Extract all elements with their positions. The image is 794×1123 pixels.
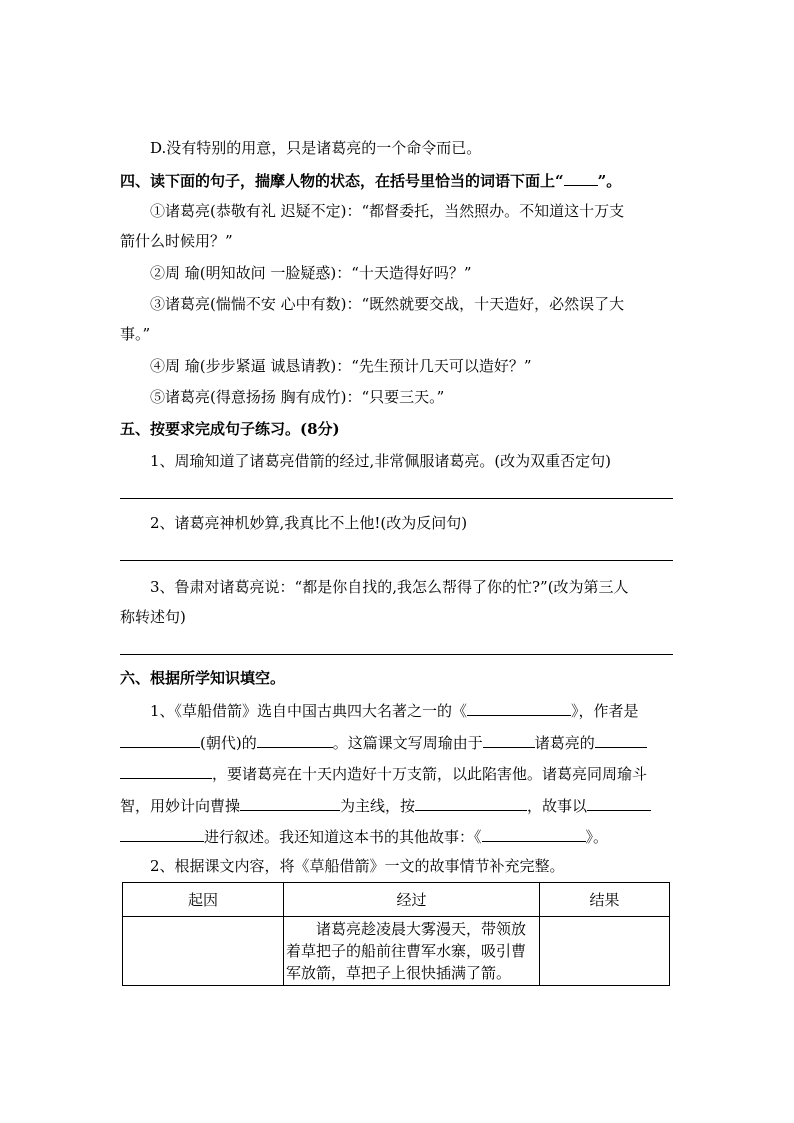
s5-q2: 2、诸葛亮神机妙算,我真比不上他!(改为反问句): [150, 514, 468, 532]
s6-fill-b1: (朝代)的: [200, 734, 257, 752]
s6-fill-b3: 诸葛亮的: [534, 734, 595, 752]
answer-line-2[interactable]: [120, 560, 673, 561]
title-blank: [564, 170, 598, 186]
answer-line-1[interactable]: [120, 498, 673, 499]
cell-result[interactable]: [540, 917, 670, 986]
s4-item5: ⑤诸葛亮(得意扬扬 胸有成竹)：“只要三天。”: [150, 388, 445, 406]
cell-cause[interactable]: [123, 917, 284, 986]
blank-order[interactable]: [415, 795, 527, 811]
section6-title: 六、根据所学知识填空。: [120, 669, 286, 687]
s5-q1: 1、周瑜知道了诸葛亮借箭的经过,非常佩服诸葛亮。(改为双重否定句): [150, 452, 612, 470]
header-result: 结果: [540, 883, 670, 917]
s6-fill-line2: [120, 732, 647, 753]
s4-item3-line2: 事。”: [120, 325, 151, 343]
section4-title-end: ”。: [597, 172, 622, 190]
s4-item1-line2: 箭什么时候用？”: [120, 232, 233, 250]
section4-title: [120, 170, 621, 191]
header-cause: 起因: [123, 883, 284, 917]
s4-item1-line1: ①诸葛亮(恭敬有礼 迟疑不定)：“都督委托，当然照办。不知道这十万支: [150, 202, 625, 220]
blank-other-story[interactable]: [482, 826, 586, 842]
s6-fill-d1: 智，用妙计向曹操: [120, 797, 241, 815]
blank-quality[interactable]: [595, 732, 647, 748]
s6-fill-b2: 。这篇课文写周瑜由于: [332, 734, 483, 752]
s5-q3-line1: 3、鲁肃对诸葛亮说：“都是你自找的,我怎么帮得了你的忙?”(改为第三人: [150, 578, 629, 596]
s4-item2: ②周 瑜(明知故问 一脸疑惑)：“十天造得好吗？”: [150, 264, 472, 282]
s4-item3-line1: ③诸葛亮(惴惴不安 心中有数)：“既然就要交战，十天造好，必然误了大: [150, 295, 625, 313]
s6-fill-line5: [120, 826, 608, 847]
option-d: D.没有特别的用意，只是诸葛亮的一个命令而已。: [150, 139, 482, 157]
section5-title: 五、按要求完成句子练习。(8分): [120, 420, 340, 438]
blank-book[interactable]: [467, 700, 571, 716]
s4-item4: ④周 瑜(步步紧逼 诚恳请教)：“先生预计几天可以造好？”: [150, 357, 532, 375]
process-text: 诸葛亮趁凌晨大雾漫天，带领放着草把子的船前往曹军水寨，吸引曹军放箭，草把子上很快插满了箭。: [286, 920, 527, 982]
blank-reason[interactable]: [483, 732, 535, 748]
plot-table: [122, 882, 670, 986]
s6-fill-line3: [120, 763, 647, 784]
s6-fill-e2: 》。: [585, 828, 609, 846]
s6-fill-line4: [120, 795, 651, 816]
table-header-row: [123, 883, 670, 917]
blank-quality-cont[interactable]: [120, 763, 212, 779]
s5-q3-line2: 称转述句): [120, 608, 186, 626]
s6-fill-a1: 1、《草船借箭》选自中国古典四大名著之一的《: [150, 702, 468, 720]
blank-mainline[interactable]: [240, 795, 340, 811]
blank-narration-cont[interactable]: [120, 826, 204, 842]
s6-fill-d2: 为主线，按: [340, 797, 416, 815]
header-process: 经过: [284, 883, 540, 917]
cell-process: [284, 917, 540, 986]
section4-title-text: 四、读下面的句子，揣摩人物的状态，在括号里恰当的词语下面上“: [120, 172, 564, 190]
s6-fill-e1: 进行叙述。我还知道这本书的其他故事：《: [204, 828, 482, 846]
s6-fill-d3: ，故事以: [527, 797, 588, 815]
s6-fill-line1: [150, 700, 639, 721]
blank-author[interactable]: [257, 732, 333, 748]
s6-fill-c1: ，要诸葛亮在十天内造好十万支箭，以此陷害他。诸葛亮同周瑜斗: [212, 765, 648, 783]
blank-dynasty[interactable]: [120, 732, 200, 748]
s6-fill-a2: 》，作者是: [571, 702, 639, 720]
s6-q2: 2、根据课文内容，将《草船借箭》一文的故事情节补充完整。: [150, 857, 565, 875]
blank-narration[interactable]: [587, 795, 651, 811]
table-row: [123, 917, 670, 986]
answer-line-3[interactable]: [120, 654, 673, 655]
